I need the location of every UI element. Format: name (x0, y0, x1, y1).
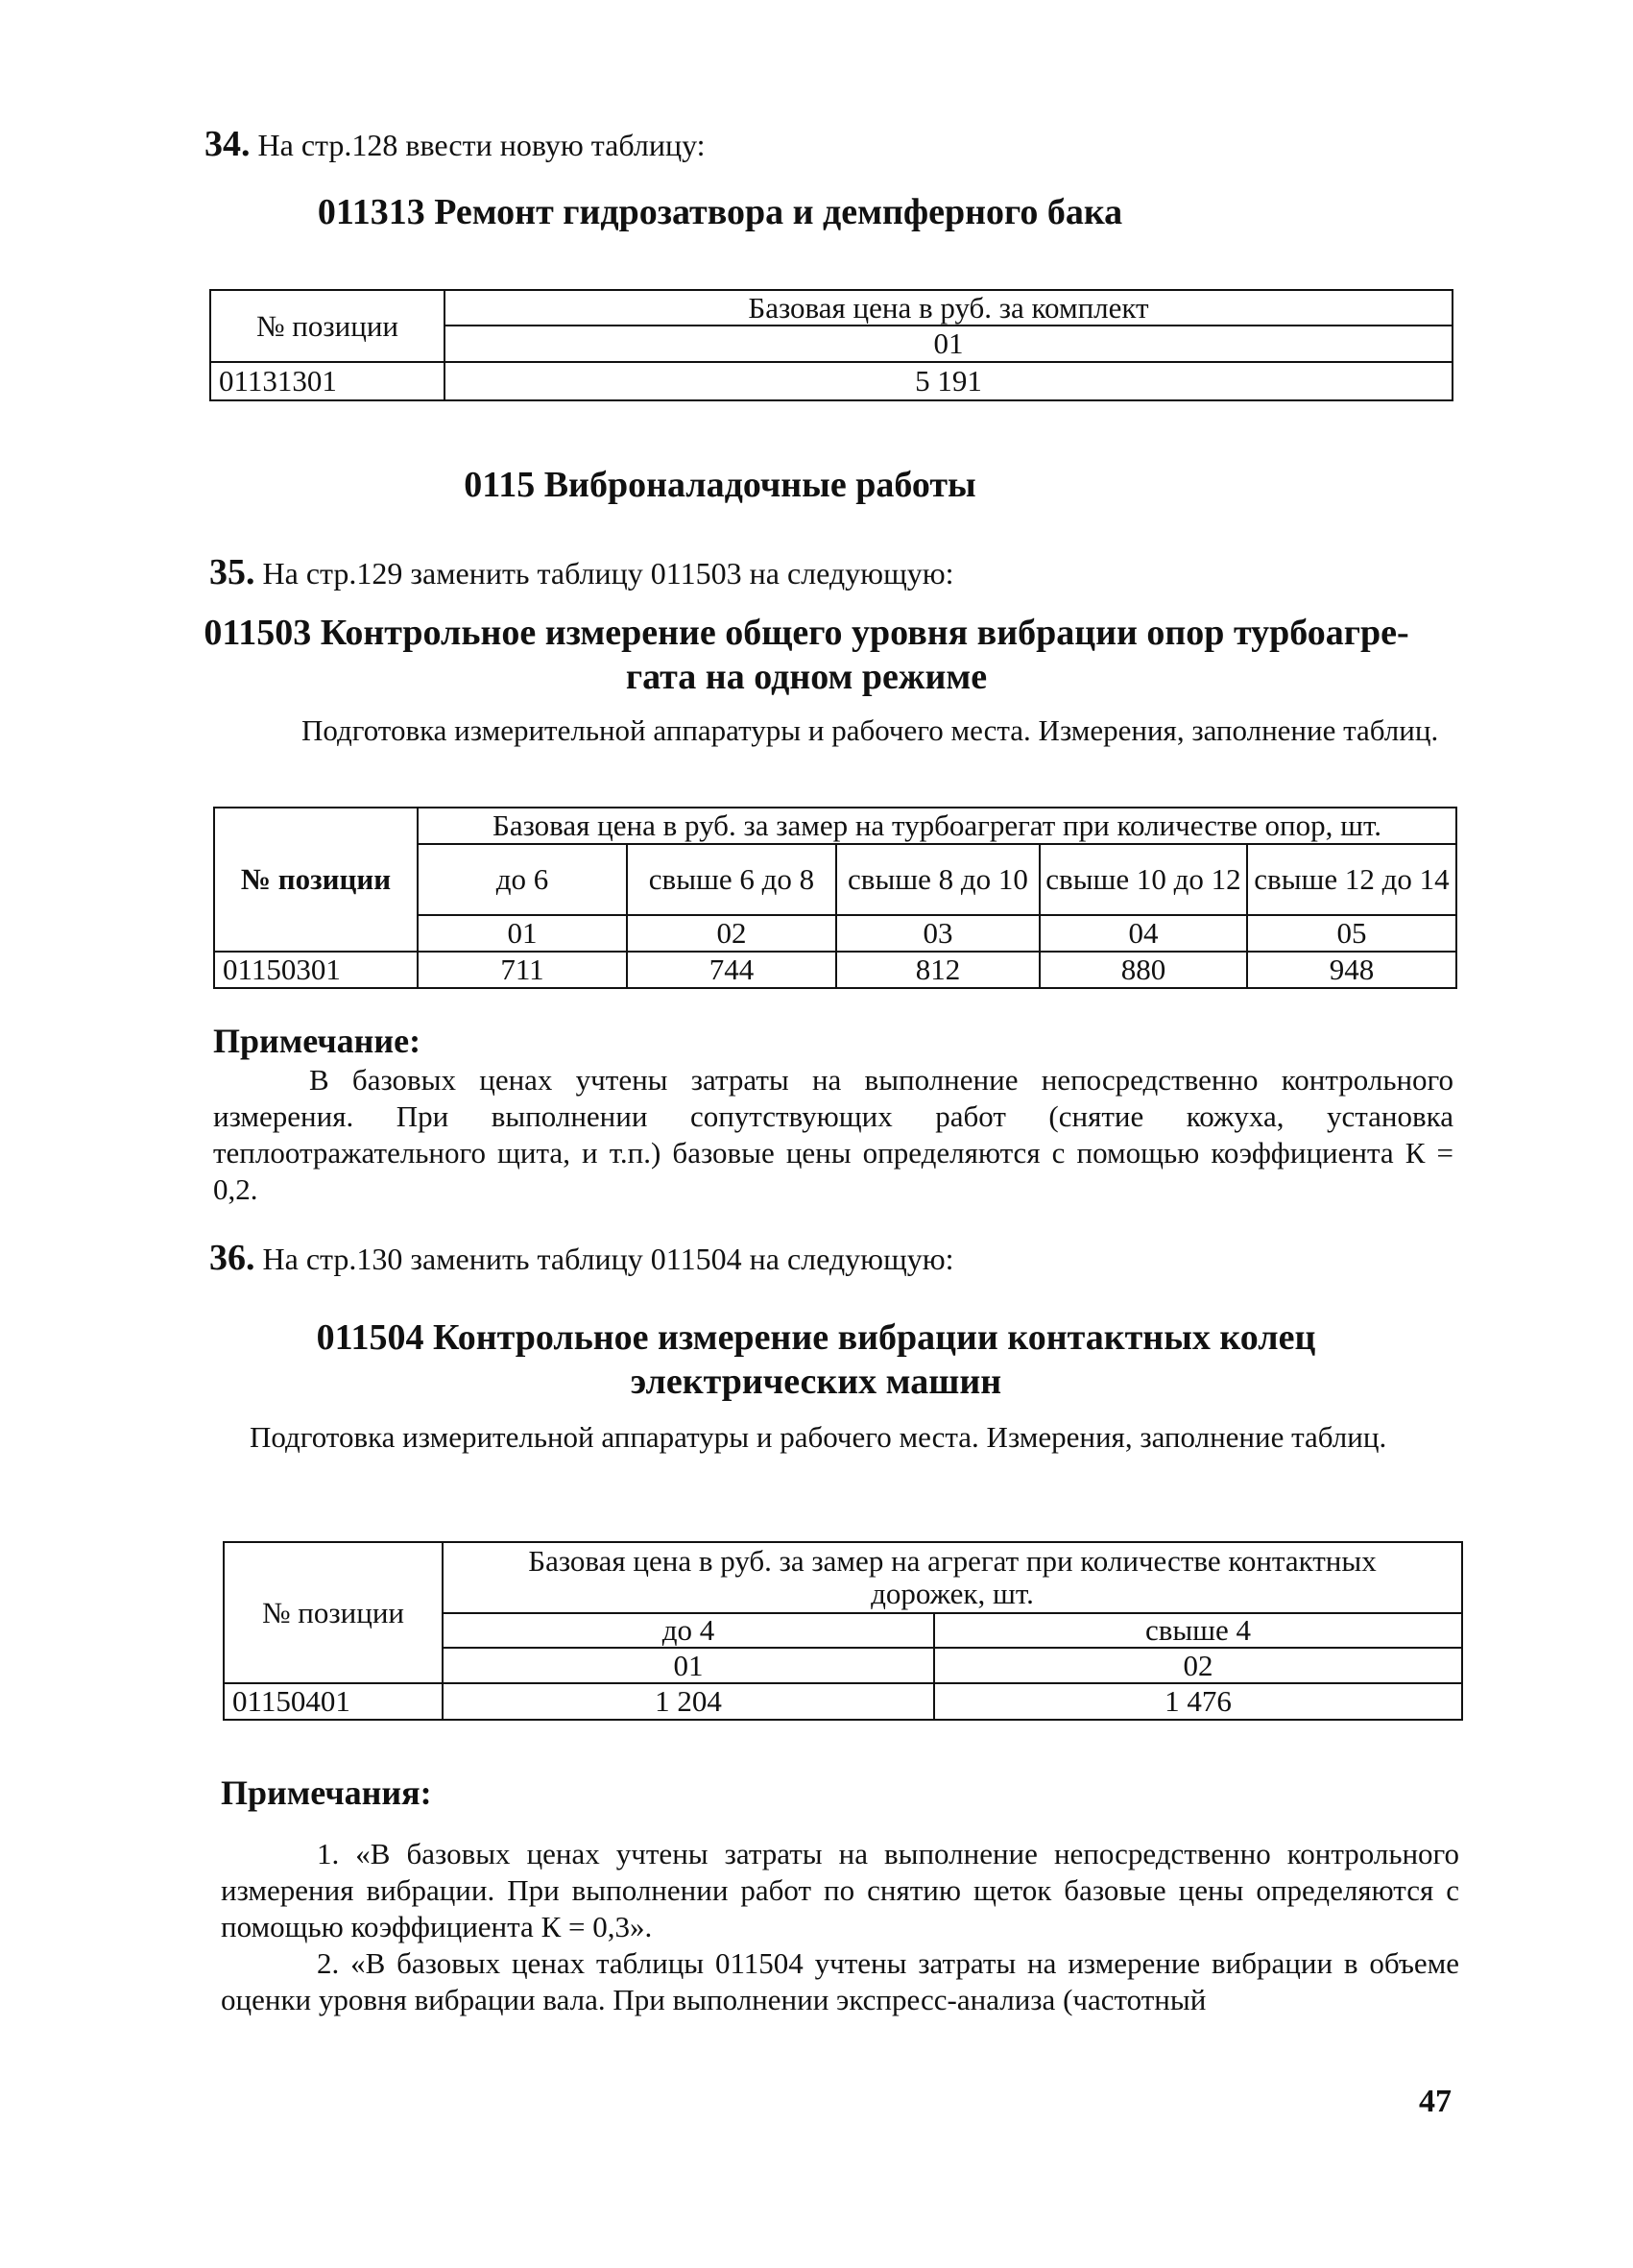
table2-title-line1: 011503 Контрольное измерение общего уровня вибрации опор турбоагре- (204, 613, 1409, 653)
table3-note-1: 1. «В базовых ценах учтены затраты на выполнение непосредственно контрольного измерения вибрации. При выполнении работ по снятию щеток базовые цены определяются с помощью коэффициента К = 0,3». (221, 1837, 1459, 1943)
item-34-text: На стр.128 ввести новую таблицу: (257, 128, 706, 162)
t2-col-label-1: до 6 (418, 844, 627, 915)
item-35 (209, 551, 954, 593)
t1-price-header: Базовая цена в руб. за комплект (444, 290, 1453, 326)
table2-title-line2: гата на одном режиме (625, 657, 988, 697)
t2-row-value-2: 744 (627, 952, 836, 988)
t2-col-code-3: 03 (836, 915, 1040, 952)
t1-pos-header: № позиции (210, 290, 444, 362)
table3-notes-heading: Примечания: (221, 1773, 432, 1812)
t1-col-code: 01 (444, 326, 1453, 362)
t3-col-code-2: 02 (934, 1648, 1462, 1683)
t2-row-pos: 01150301 (214, 952, 418, 988)
table3-note-2: 2. «В базовых ценах таблицы 011504 учтены затраты на измерение вибрации в объеме оценки уровня вибрации вала. При выполнении экспресс-анализа (частотный (221, 1946, 1459, 2016)
t2-col-code-2: 02 (627, 915, 836, 952)
t2-row-value-5: 948 (1247, 952, 1456, 988)
t2-row-value-4: 880 (1040, 952, 1247, 988)
t3-row-pos: 01150401 (224, 1683, 443, 1720)
table-011504 (223, 1541, 1463, 1721)
t2-pos-header: № позиции (214, 808, 418, 952)
t2-col-code-5: 05 (1247, 915, 1456, 952)
t2-row-value-3: 812 (836, 952, 1040, 988)
item-35-text: На стр.129 заменить таблицу 011503 на следующую: (262, 556, 954, 591)
item-36-number: 36. (209, 1238, 255, 1278)
item-34 (204, 123, 706, 165)
t1-row-value: 5 191 (444, 362, 1453, 400)
page-number: 47 (1419, 2084, 1452, 2119)
t2-price-header: Базовая цена в руб. за замер на турбоагрегат при количестве опор, шт. (418, 808, 1456, 844)
table3-title-line2: электрических машин (630, 1362, 1002, 1402)
table3-title-line1: 011504 Контрольное измерение вибрации контактных колец (316, 1317, 1316, 1358)
item-35-number: 35. (209, 552, 255, 592)
t3-col-label-2: свыше 4 (934, 1613, 1462, 1648)
t2-col-label-4: свыше 10 до 12 (1040, 844, 1247, 915)
t3-price-header: Базовая цена в руб. за замер на агрегат при количестве контактных дорожек, шт. (443, 1542, 1462, 1613)
table-011313 (209, 289, 1453, 401)
t1-row-pos: 01131301 (210, 362, 444, 400)
section-0115-heading: 0115 Виброналадочные работы (464, 465, 976, 505)
t2-col-label-2: свыше 6 до 8 (627, 844, 836, 915)
table3-title (221, 1315, 1411, 1404)
t2-col-label-5: свыше 12 до 14 (1247, 844, 1456, 915)
t3-row-value-1: 1 204 (443, 1683, 934, 1720)
table2-description: Подготовка измерительной аппаратуры и рабочего места. Измерения, заполнение таблиц. (301, 713, 1439, 747)
t2-col-code-4: 04 (1040, 915, 1247, 952)
t2-col-label-3: свыше 8 до 10 (836, 844, 1040, 915)
table3-description: Подготовка измерительной аппаратуры и рабочего места. Измерения, заполнение таблиц. (250, 1420, 1387, 1454)
t3-col-code-1: 01 (443, 1648, 934, 1683)
item-34-number: 34. (204, 124, 251, 164)
t2-col-code-1: 01 (418, 915, 627, 952)
t3-row-value-2: 1 476 (934, 1683, 1462, 1720)
t2-row-value-1: 711 (418, 952, 627, 988)
item-36 (209, 1237, 954, 1279)
table2-title (163, 611, 1450, 699)
table-011503 (213, 807, 1457, 989)
table2-note-heading: Примечание: (213, 1022, 421, 1060)
t3-pos-header: № позиции (224, 1542, 443, 1683)
table2-note-text: В базовых ценах учтены затраты на выполнение непосредственно контрольного измерения. При выполнении сопутствующих работ (снятие кожуха, установка теплоотражательного щита, и т.п.) базовые цены определяются с помощью коэффициента К = 0,2. (213, 1063, 1453, 1206)
t3-col-label-1: до 4 (443, 1613, 934, 1648)
table1-title: 011313 Ремонт гидрозатвора и демпферного бака (317, 192, 1123, 232)
item-36-text: На стр.130 заменить таблицу 011504 на следующую: (262, 1242, 954, 1276)
